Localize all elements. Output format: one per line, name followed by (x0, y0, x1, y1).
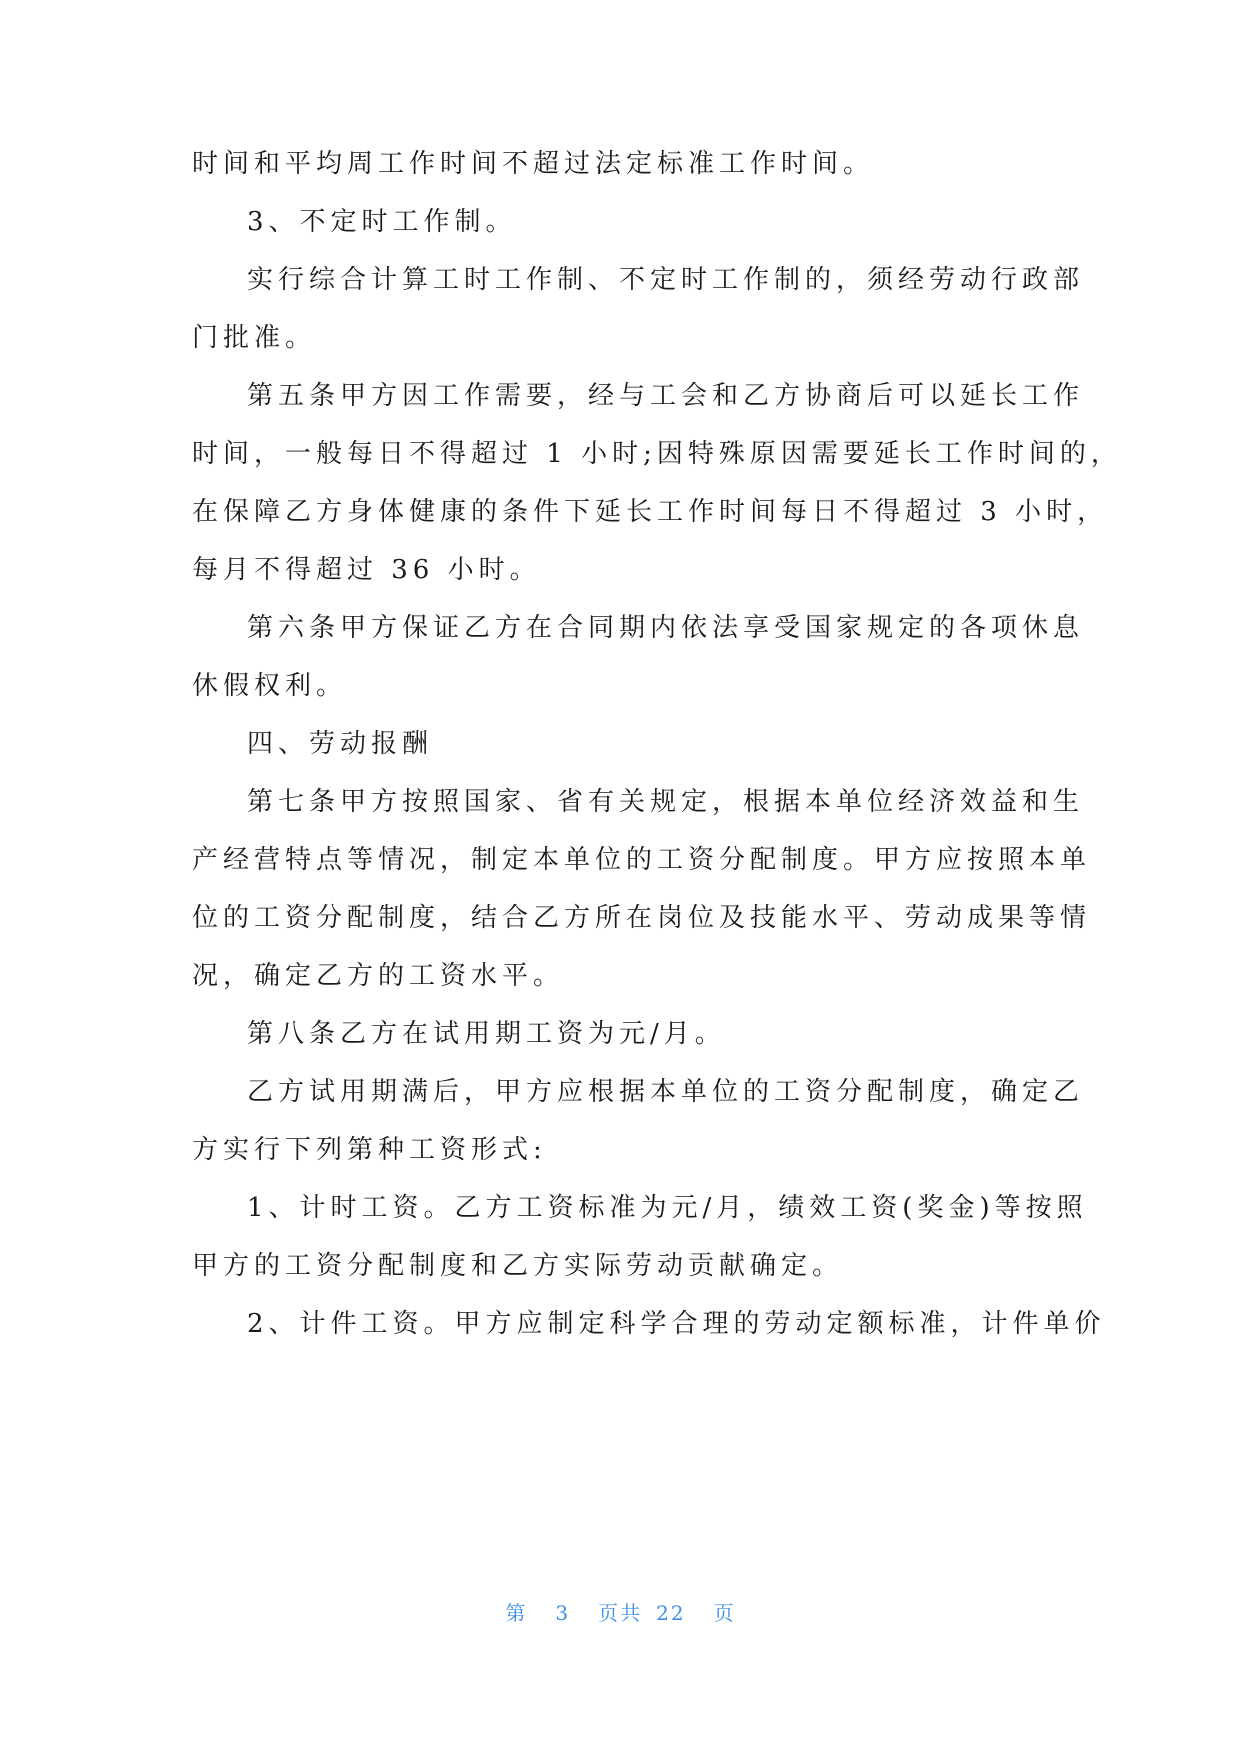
footer-middle: 页共 (598, 1601, 643, 1625)
text-line: 第六条甲方保证乙方在合同期内依法享受国家规定的各项休息 (247, 613, 1085, 643)
footer-prefix: 第 (505, 1601, 528, 1625)
text-line: 况，确定乙方的工资水平。 (192, 961, 565, 991)
text-line: 第七条甲方按照国家、省有关规定，根据本单位经济效益和生 (247, 787, 1085, 817)
text-line: 休假权利。 (192, 671, 348, 701)
page-footer (0, 1600, 1241, 1626)
text-line: 2、计件工资。甲方应制定科学合理的劳动定额标准，计件单价 (247, 1309, 1106, 1339)
total-pages-number: 22 (656, 1601, 686, 1625)
current-page-number: 3 (555, 1601, 571, 1625)
text-line: 时间和平均周工作时间不超过法定标准工作时间。 (192, 149, 875, 179)
text-line: 实行综合计算工时工作制、不定时工作制的，须经劳动行政部 (247, 265, 1085, 295)
text-line: 产经营特点等情况，制定本单位的工资分配制度。甲方应按照本单 (192, 845, 1092, 875)
text-line: 乙方试用期满后，甲方应根据本单位的工资分配制度，确定乙 (247, 1077, 1085, 1107)
text-line: 方实行下列第种工资形式: (192, 1135, 547, 1165)
text-line: 第五条甲方因工作需要，经与工会和乙方协商后可以延长工作 (247, 381, 1085, 411)
footer-suffix: 页 (713, 1601, 736, 1625)
text-line: 在保障乙方身体健康的条件下延长工作时间每日不得超过 3 小时， (192, 497, 1109, 527)
text-line: 第八条乙方在试用期工资为元/月。 (247, 1019, 726, 1049)
text-line: 时间，一般每日不得超过 1 小时;因特殊原因需要延长工作时间的， (192, 439, 1122, 469)
text-line: 门批准。 (192, 323, 317, 353)
text-line: 每月不得超过 36 小时。 (192, 555, 541, 585)
text-line: 甲方的工资分配制度和乙方实际劳动贡献确定。 (192, 1251, 844, 1281)
section-heading: 四、劳动报酬 (247, 729, 434, 759)
text-line: 1、计时工资。乙方工资标准为元/月，绩效工资(奖金)等按照 (247, 1193, 1088, 1223)
text-line: 位的工资分配制度，结合乙方所在岗位及技能水平、劳动成果等情 (192, 903, 1092, 933)
text-line: 3、不定时工作制。 (247, 207, 517, 237)
